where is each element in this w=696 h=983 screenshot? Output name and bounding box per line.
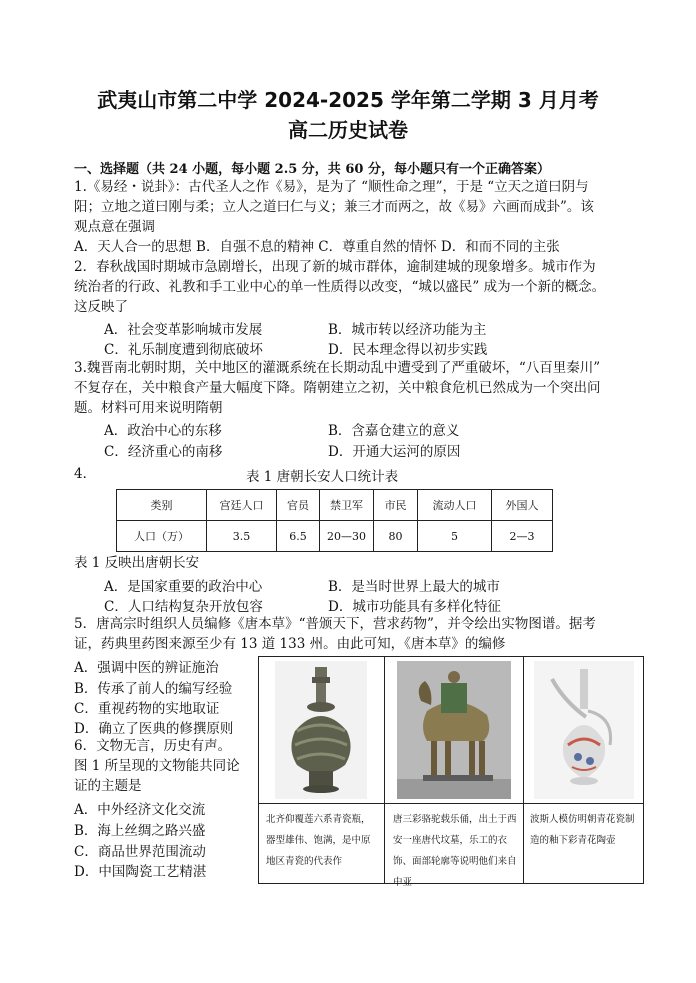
q2-option-a: A．社会变革影响城市发展 bbox=[104, 322, 263, 338]
q6-option-b: B．海上丝绸之路兴盛 bbox=[74, 823, 206, 839]
q6-option-d: D．中国陶瓷工艺精湛 bbox=[74, 864, 207, 880]
q5-option-d: D．确立了医典的修撰原则 bbox=[74, 721, 234, 737]
blue-white-ewer-image bbox=[534, 661, 634, 799]
q1-options: A．天人合一的思想 B．自强不息的精神 C．尊重自然的情怀 D．和而不同的主张 bbox=[74, 239, 560, 255]
table-cell: 80 bbox=[374, 521, 418, 552]
q5-line-2: 证，药典里药图来源至少有 13 道 133 州。由此可知，《唐本草》的编修 bbox=[74, 636, 506, 652]
q2-line-3: 这反映了 bbox=[74, 299, 128, 315]
q3-line-1: 3.魏晋南北朝时期，关中地区的灌溉系统在长期动乱中遭受到了严重破坏，“八百里秦川” bbox=[74, 360, 601, 376]
q4-stem: 表 1 反映出唐朝长安 bbox=[74, 555, 200, 571]
figure-caption-ewer: 波斯人模仿明朝青花瓷制造的釉下彩青花陶壶 bbox=[530, 814, 635, 846]
q1-line-2: 阳；立地之道曰刚与柔；立人之道曰仁与义；兼三才而两之，故《易》六画而成卦”。该 bbox=[74, 199, 594, 215]
celadon-lotus-vase-image bbox=[275, 661, 367, 799]
table-row bbox=[117, 521, 553, 552]
table-cell: 3.5 bbox=[207, 521, 277, 552]
q6-line-2: 图 1 所呈现的文物能共同论 bbox=[74, 758, 240, 774]
q3-option-d: D．开通大运河的原因 bbox=[328, 444, 461, 460]
population-table bbox=[116, 489, 553, 552]
table-header-cell: 类别 bbox=[117, 490, 207, 521]
tang-sancai-camel-image bbox=[397, 661, 511, 799]
q2-option-c: C．礼乐制度遭到彻底破坏 bbox=[104, 342, 263, 358]
table-header-cell: 官员 bbox=[277, 490, 320, 521]
q5-option-c: C．重视药物的实地取证 bbox=[74, 701, 220, 717]
q5-option-b: B．传承了前人的编写经验 bbox=[74, 681, 233, 697]
table-header-cell: 市民 bbox=[374, 490, 418, 521]
q5-line-1: 5．唐高宗时组织人员编修《唐本草》“普颁天下，营求药物”，并令绘出实物图谱。据考 bbox=[74, 616, 596, 632]
q2-line-1: 2．春秋战国时期城市急剧增长，出现了新的城市群体，逾制建城的现象增多。城市作为 bbox=[74, 259, 596, 275]
q4-option-b: B．是当时世界上最大的城市 bbox=[328, 579, 500, 595]
q4-option-a: A．是国家重要的政治中心 bbox=[104, 579, 263, 595]
table-caption: 表 1 唐朝长安人口统计表 bbox=[246, 469, 399, 485]
q3-option-a: A．政治中心的东移 bbox=[104, 423, 222, 439]
q3-line-2: 不复存在，关中粮食产量大幅度下降。隋朝建立之初，关中粮食危机已然成为一个突出问 bbox=[74, 380, 601, 396]
figure-caption-vase: 北齐仰覆莲六系青瓷瓶，器型雄伟、饱满，是中原地区青瓷的代表作 bbox=[266, 814, 371, 867]
q6-line-3: 证的主题是 bbox=[74, 778, 142, 794]
exam-subtitle: 高二历史试卷 bbox=[288, 118, 408, 142]
figure-caption-camel: 唐三彩骆驼载乐俑，出土于西安一座唐代坟墓，乐工的衣饰、面部轮廓等说明他们来自中亚 bbox=[393, 814, 517, 888]
table-header-cell: 禁卫军 bbox=[320, 490, 374, 521]
table-cell: 20—30 bbox=[320, 521, 374, 552]
table-cell: 2—3 bbox=[492, 521, 553, 552]
q4-number: 4． bbox=[74, 466, 97, 482]
q2-line-2: 统治者的行政、礼教和手工业中心的单一性质得以改变，“城以盛民” 成为一个新的概念。 bbox=[74, 279, 606, 295]
q1-line-1: 1.《易经・说卦》：古代圣人之作《易》，是为了 “顺性命之理”，于是 “立天之道曰阴与 bbox=[74, 179, 589, 195]
figure-1 bbox=[258, 656, 644, 888]
q3-option-c: C．经济重心的南移 bbox=[104, 444, 223, 460]
q6-option-c: C．商品世界范围流动 bbox=[74, 844, 206, 860]
table-header-row bbox=[117, 490, 553, 521]
q4-option-c: C．人口结构复杂开放包容 bbox=[104, 599, 263, 615]
section-heading: 一、选择题（共 24 小题，每小题 2.5 分，共 60 分，每小题只有一个正确答案） bbox=[74, 162, 550, 177]
table-cell: 6.5 bbox=[277, 521, 320, 552]
q4-option-d: D．城市功能具有多样化特征 bbox=[328, 599, 501, 615]
q2-option-d: D．民本理念得以初步实践 bbox=[328, 342, 488, 358]
table-cell: 5 bbox=[418, 521, 492, 552]
q3-option-b: B．含嘉仓建立的意义 bbox=[328, 423, 460, 439]
table-cell: 人口（万） bbox=[117, 521, 207, 552]
q6-line-1: 6．文物无言，历史有声。 bbox=[74, 738, 232, 754]
q6-option-a: A．中外经济文化交流 bbox=[74, 802, 206, 818]
q3-line-3: 题。材料可用来说明隋朝 bbox=[74, 400, 223, 416]
table-header-cell: 宫廷人口 bbox=[207, 490, 277, 521]
table-header-cell: 流动人口 bbox=[418, 490, 492, 521]
exam-title: 武夷山市第二中学 2024-2025 学年第二学期 3 月月考 bbox=[97, 88, 599, 112]
table-header-cell: 外国人 bbox=[492, 490, 553, 521]
q1-line-3: 观点意在强调 bbox=[74, 219, 155, 235]
q2-option-b: B．城市转以经济功能为主 bbox=[328, 322, 487, 338]
q5-option-a: A．强调中医的辨证施治 bbox=[74, 660, 219, 676]
